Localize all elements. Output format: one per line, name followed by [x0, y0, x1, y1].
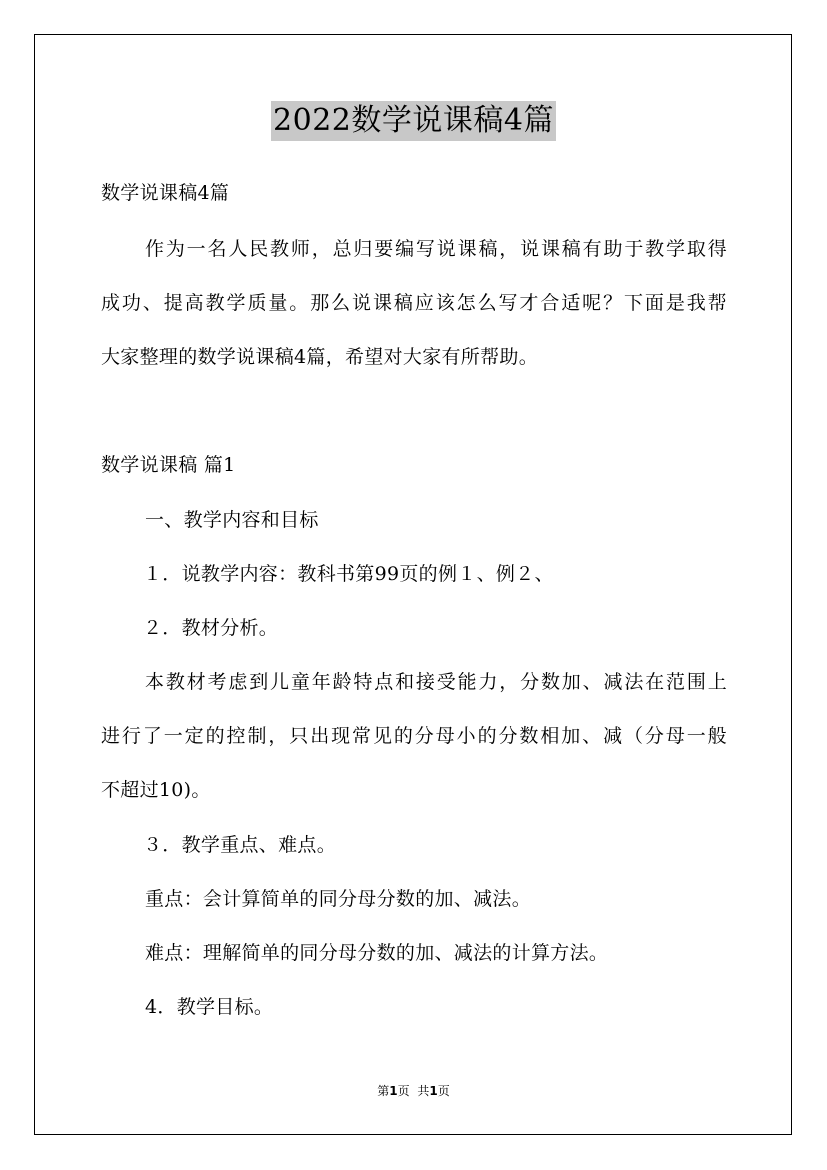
- body-line-10: 4．教学目标。: [145, 996, 274, 1018]
- body-line-6: 不超过10)。: [101, 779, 211, 801]
- footer-total-pages: 1: [429, 1084, 438, 1098]
- body-line-5: 进行了一定的控制，只出现常见的分母小的分数相加、减（分母一般: [101, 725, 727, 747]
- page-footer: [0, 1083, 827, 1099]
- body-line-2: １．说教学内容：教科书第99页的例１、例２、: [143, 563, 554, 585]
- footer-page-number: 1: [389, 1084, 398, 1098]
- body-line-8: 重点：会计算简单的同分母分数的加、减法。: [145, 888, 532, 910]
- intro-line-2: 成功、提高教学质量。那么说课稿应该怎么写才合适呢？下面是我帮: [101, 292, 727, 314]
- intro-line-1: 作为一名人民教师，总归要编写说课稿，说课稿有助于教学取得: [145, 238, 727, 260]
- body-line-9: 难点：理解简单的同分母分数的加、减法的计算方法。: [145, 942, 609, 964]
- intro-line-3: 大家整理的数学说课稿4篇，希望对大家有所帮助。: [101, 346, 538, 368]
- footer-total-suffix: 页: [437, 1084, 450, 1098]
- body-line-4: 本教材考虑到儿童年龄特点和接受能力，分数加、减法在范围上: [145, 671, 727, 693]
- footer-page-prefix: 第: [377, 1084, 390, 1098]
- body-line-1: 一、教学内容和目标: [145, 509, 319, 531]
- footer-page-suffix: 页: [397, 1084, 410, 1098]
- section-heading: 数学说课稿 篇1: [101, 454, 236, 476]
- body-line-3: ２．教材分析。: [143, 617, 279, 639]
- title-wrap: [0, 101, 827, 141]
- body-line-7: ３．教学重点、难点。: [143, 834, 337, 856]
- footer-total-prefix: 共: [417, 1084, 430, 1098]
- document-title: 2022数学说课稿4篇: [271, 101, 556, 141]
- document-subtitle: 数学说课稿4篇: [101, 182, 230, 204]
